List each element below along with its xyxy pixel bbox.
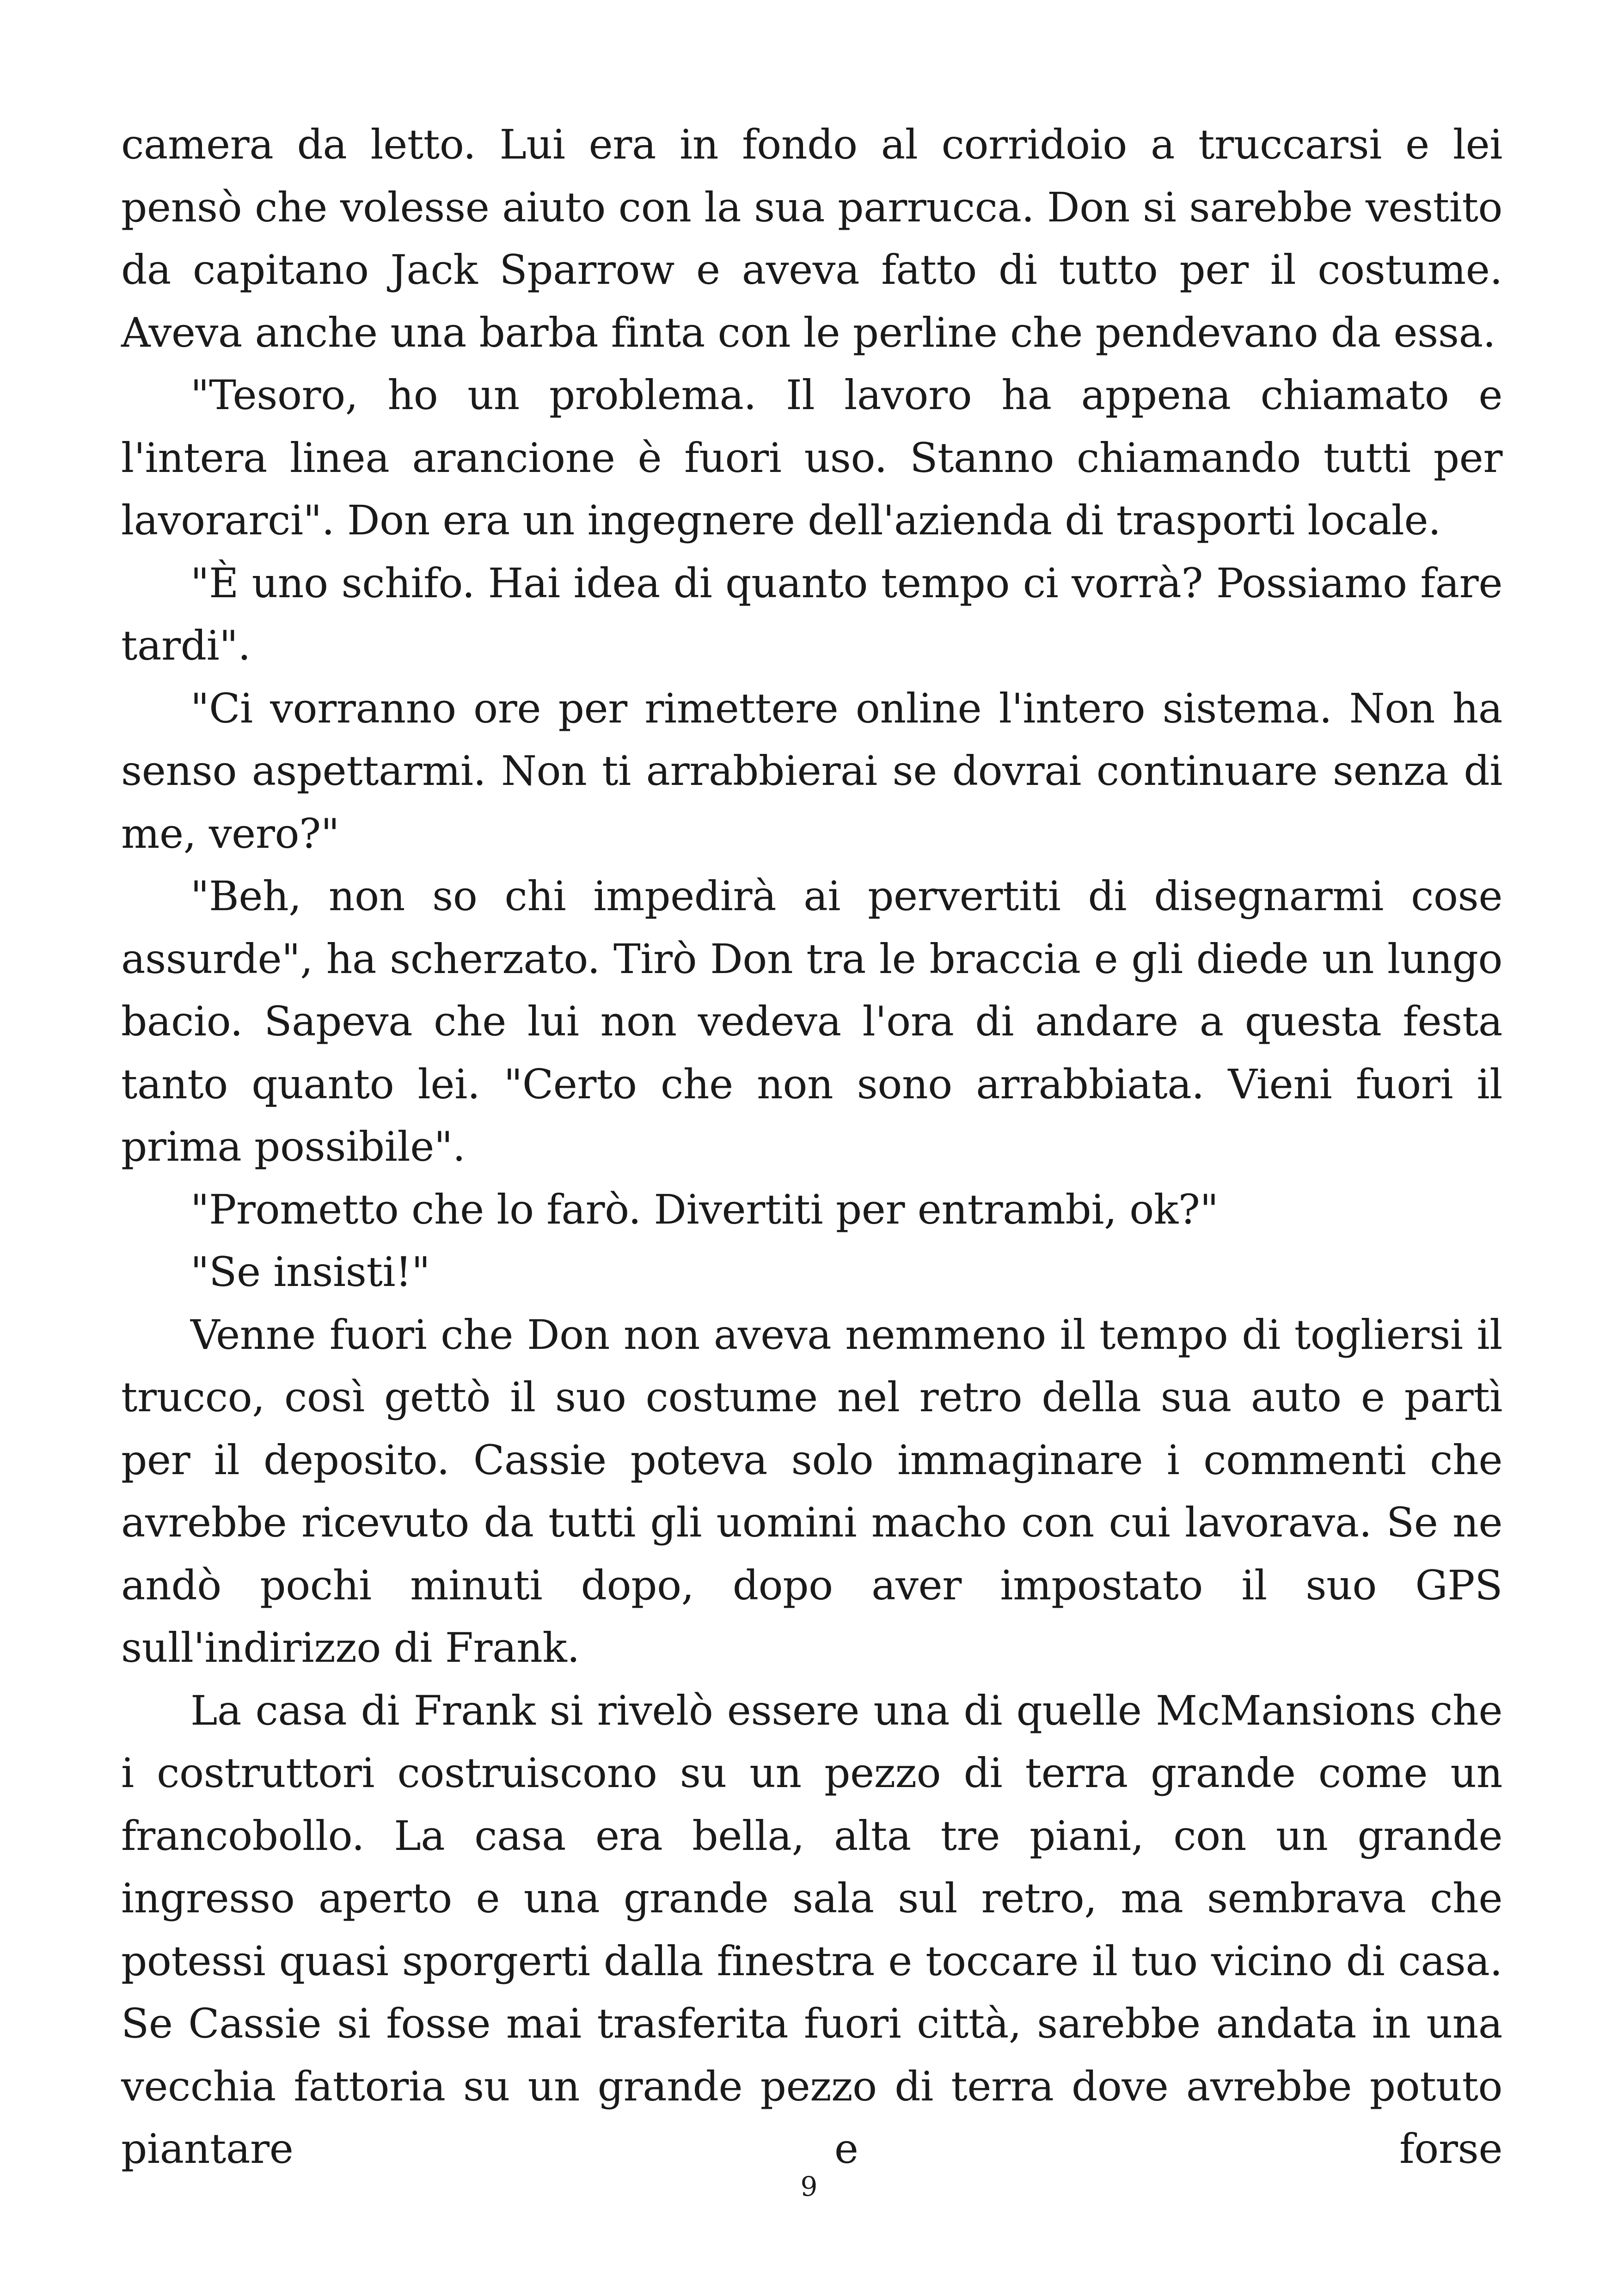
paragraph: "Se insisti!" bbox=[190, 1248, 430, 1296]
paragraph: "È uno schifo. Hai idea di quanto tempo ci vorrà? Possiamo fare tardi". bbox=[121, 559, 1502, 669]
paragraph: "Ci vorranno ore per rimettere online l'intero sistema. Non ha senso aspettarmi. Non ti arrabbierai se dovrai continuare senza di me, vero?" bbox=[121, 684, 1502, 857]
paragraph: Venne fuori che Don non aveva nemmeno il tempo di togliersi il trucco, così gettò il suo costume nel retro della sua auto e partì per il deposito. Cassie poteva solo immaginare i commenti che avrebbe ricevuto da tutti gli uomini macho con cui lavorava. Se ne andò pochi minuti dopo, dopo aver impostato il suo GPS sull'indirizzo di Frank. bbox=[121, 1310, 1502, 1671]
paragraph: "Tesoro, ho un problema. Il lavoro ha appena chiamato e l'intera linea arancione è fuori uso. Stanno chiamando tutti per lavorarci". Don era un ingegnere dell'azienda di trasporti locale. bbox=[121, 371, 1502, 544]
paragraph: "Beh, non so chi impedirà ai pervertiti di disegnarmi cose assurde", ha scherzato. Tirò Don tra le braccia e gli diede un lungo bacio. Sapeva che lui non vedeva l'ora di andare a questa festa tanto quanto lei. "Certo che non sono arrabbiata. Vieni fuori il prima possibile". bbox=[121, 872, 1502, 1170]
paragraph-continued: camera da letto. Lui era in fondo al corridoio a truccarsi e lei pensò che volesse aiuto con la sua parrucca. Don si sarebbe vestito da capitano Jack Sparrow e aveva fatto di tutto per il costume. Aveva anche una barba finta con le perline che pendevano da essa. bbox=[121, 121, 1502, 356]
paragraph-continues-next-page: La casa di Frank si rivelò essere una di quelle McMansions che i costruttori costruiscono su un pezzo di terra grande come un francobollo. La casa era bella, alta tre piani, con un grande ingresso aperto e una grande sala sul retro, ma sembrava che potessi quasi sporgerti dalla finestra e toccare il tuo vicino di casa. Se Cassie si fosse mai trasferita fuori città, sarebbe andata in una vecchia fattoria su un grande pezzo di terra dove avrebbe potuto piantare e forse bbox=[121, 1686, 1502, 2173]
paragraph: "Prometto che lo farò. Divertiti per entrambi, ok?" bbox=[190, 1185, 1219, 1233]
body-text bbox=[121, 113, 1502, 2180]
page-number: 9 bbox=[800, 2171, 818, 2202]
